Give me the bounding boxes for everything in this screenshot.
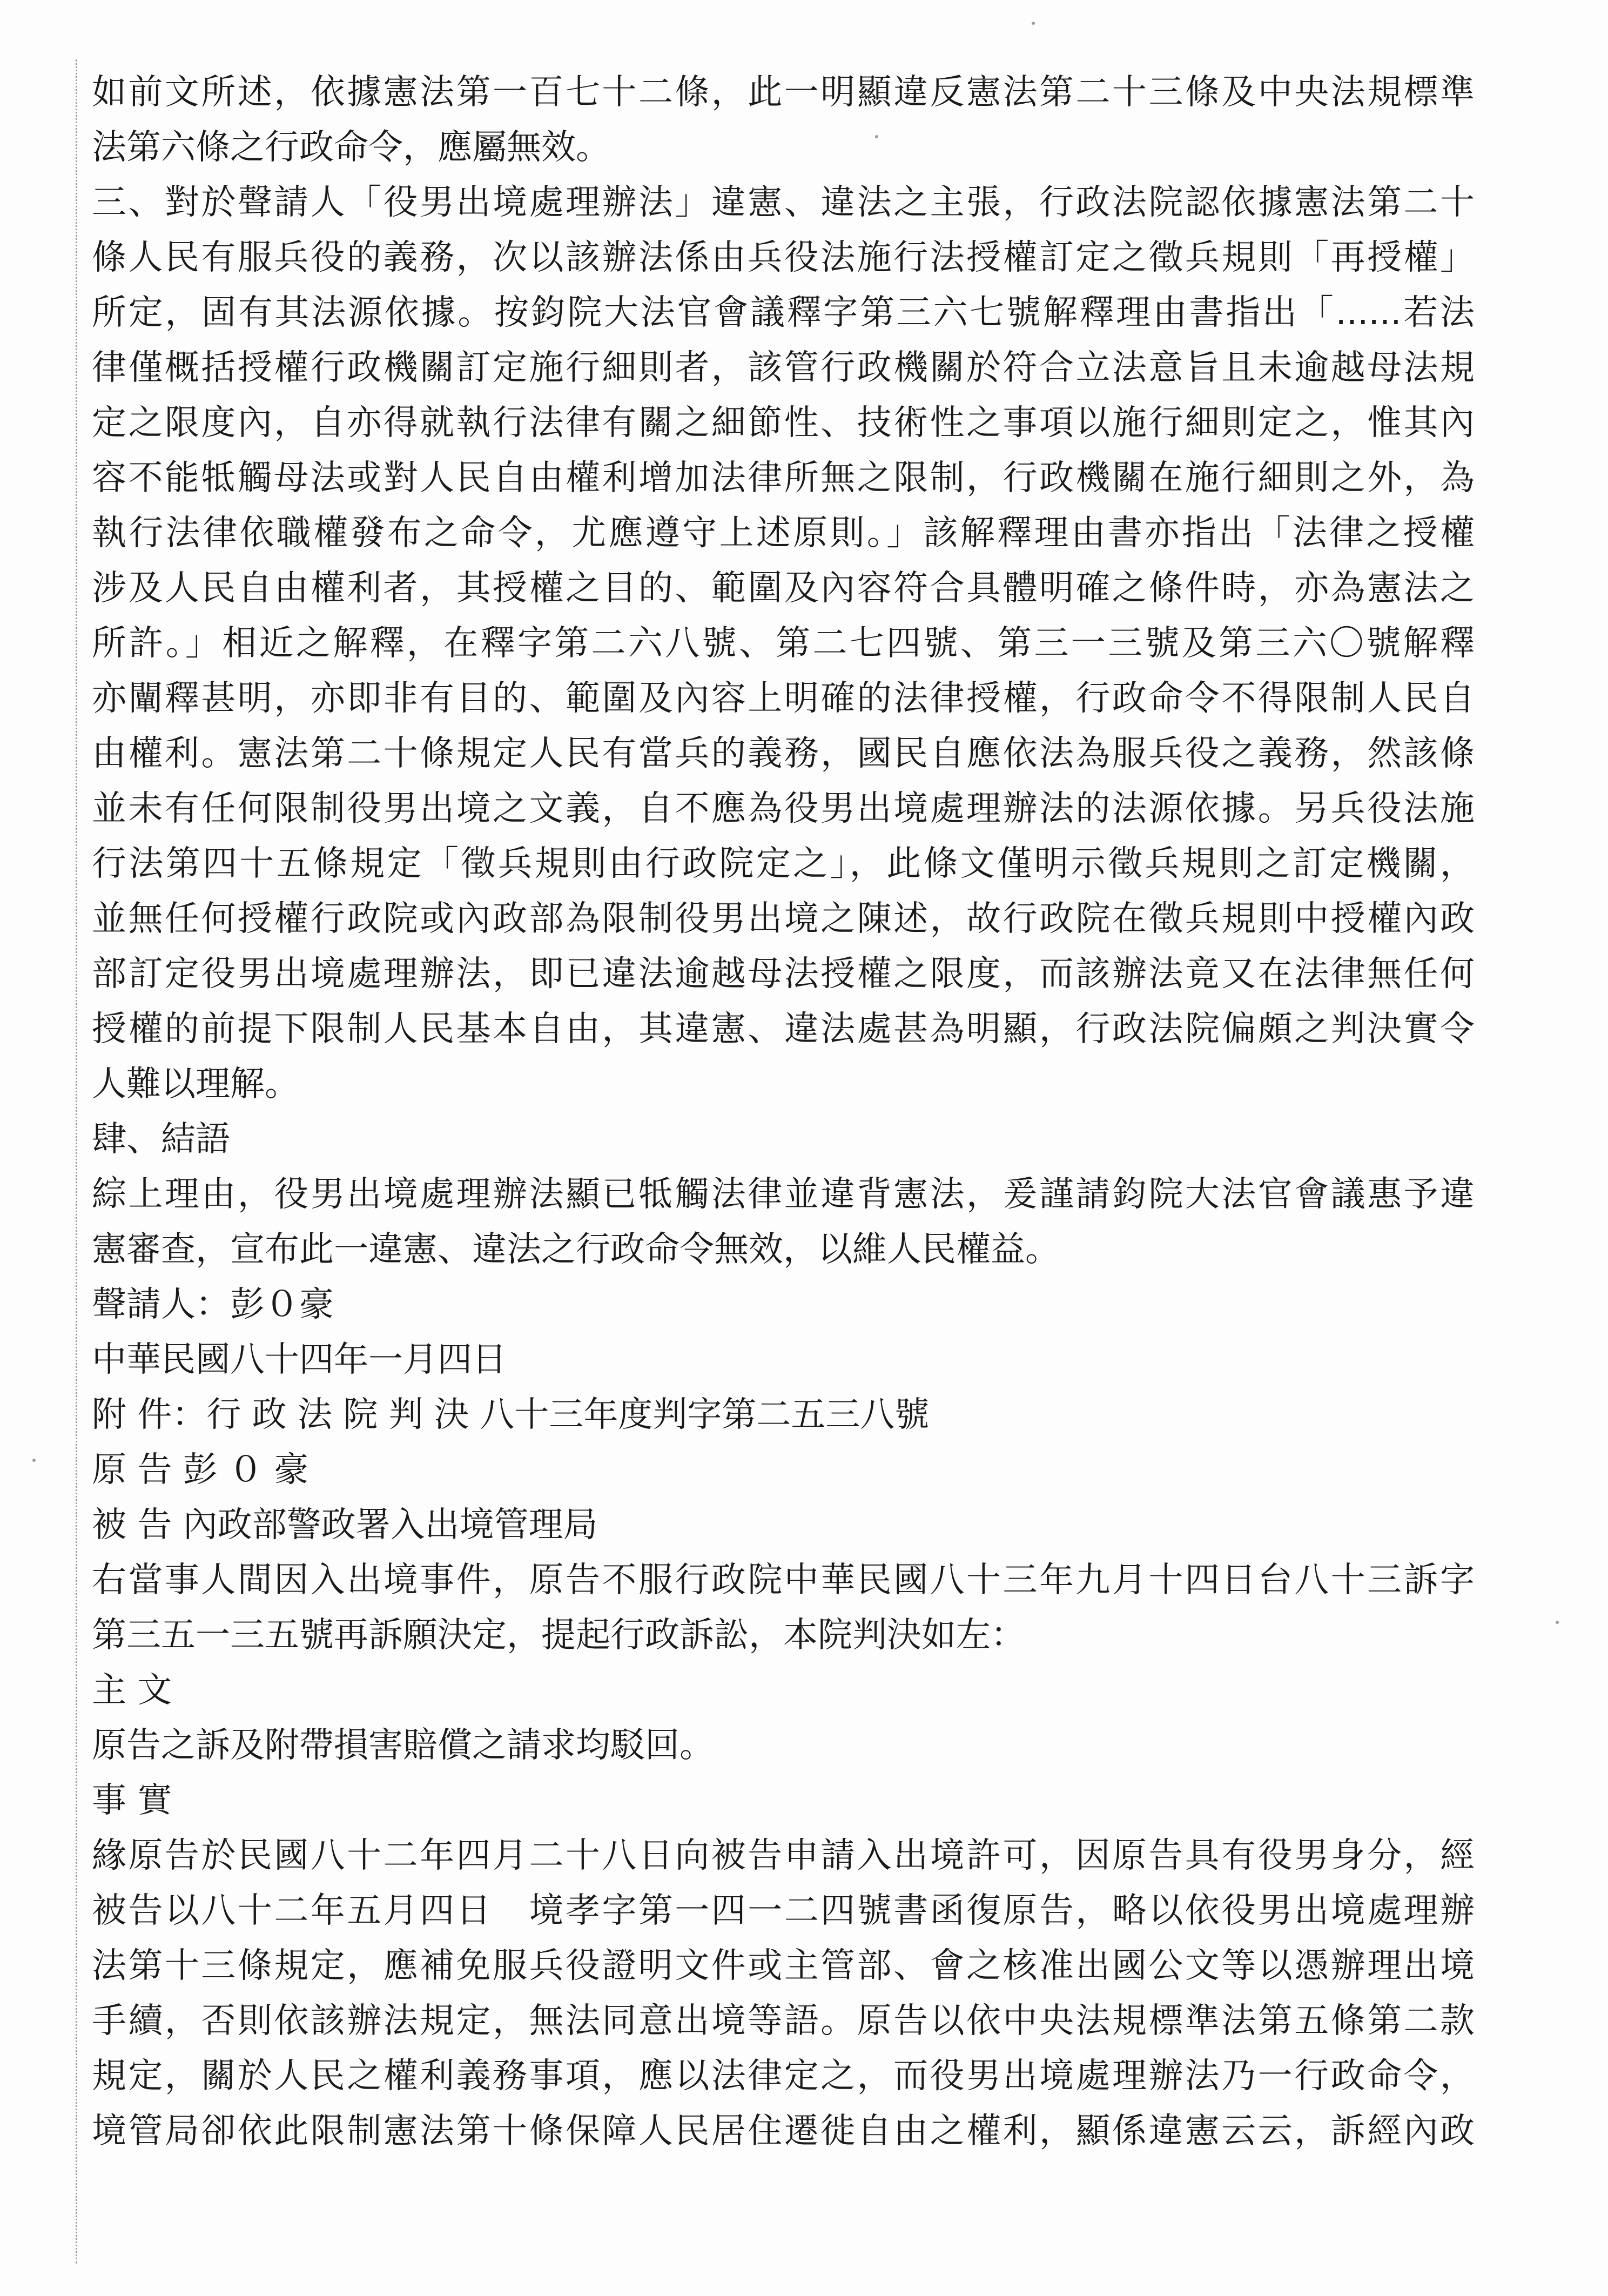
text-line: 第三五一三五號再訴願決定，提起行政訴訟，本院判決如左： (92, 1615, 1025, 1655)
section-heading: 肆、結語 (92, 1119, 230, 1159)
text-line: 並無任何授權行政院或內政部為限制役男出境之陳述，故行政院在徵兵規則中授權內政 (92, 899, 1475, 939)
text-line: 容不能牴觸母法或對人民自由權利增加法律所無之限制，行政機關在施行細則之外，為 (92, 458, 1475, 498)
text-line: 部訂定役男出境處理辦法，即已違法逾越母法授權之限度，而該辦法竟又在法律無任何 (92, 954, 1475, 994)
text-line: 條人民有服兵役的義務，次以該辦法係由兵役法施行法授權訂定之徵兵規則「再授權」 (92, 238, 1475, 278)
scan-speck (1032, 22, 1035, 25)
text-line: 憲審查，宣布此一違憲、違法之行政命令無效，以維人民權益。 (92, 1230, 1060, 1270)
text-line: 境管局卻依此限制憲法第十條保障人民居住遷徙自由之權利，顯係違憲云云，訴經內政 (92, 2111, 1475, 2151)
text-line: 所許。」相近之解釋，在釋字第二六八號、第二七四號、第三一三號及第三六〇號解釋 (92, 623, 1475, 663)
text-line: 所定，固有其法源依據。按鈞院大法官會議釋字第三六七號解釋理由書指出「......若法 (92, 293, 1475, 333)
scan-speck (1556, 1621, 1559, 1624)
defendant-line: 被 告 內政部警政署入出境管理局 (92, 1505, 598, 1545)
plaintiff-line: 原 告 彭 ０ 豪 (92, 1450, 309, 1490)
scan-speck (32, 1459, 36, 1462)
text-line: 手續，否則依該辦法規定，無法同意出境等語。原告以依中央法規標準法第五條第二款 (92, 2001, 1475, 2041)
document-body (92, 65, 1475, 2159)
petitioner-line: 聲請人：彭０豪 (92, 1285, 334, 1325)
left-margin-dotted-line (76, 59, 79, 2264)
text-line: 由權利。憲法第二十條規定人民有當兵的義務，國民自應依法為服兵役之義務，然該條 (92, 734, 1475, 774)
text-line: 緣原告於民國八十二年四月二十八日向被告申請入出境許可，因原告具有役男身分，經 (92, 1836, 1475, 1876)
text-line: 如前文所述，依據憲法第一百七十二條，此一明顯違反憲法第二十三條及中央法規標準 (92, 72, 1475, 112)
date-line: 中華民國八十四年一月四日 (92, 1340, 507, 1380)
text-line: 並未有任何限制役男出境之文義，自不應為役男出境處理辦法的法源依據。另兵役法施 (92, 789, 1475, 829)
text-line: 涉及人民自由權利者，其授權之目的、範圍及內容符合具體明確之條件時，亦為憲法之 (92, 568, 1475, 608)
text-line: 三、對於聲請人「役男出境處理辦法」違憲、違法之主張，行政法院認依據憲法第二十 (92, 183, 1475, 223)
text-line: 法第十三條規定，應補免服兵役證明文件或主管部、會之核准出國公文等以憑辦理出境 (92, 1946, 1475, 1986)
text-line: 右當事人間因入出境事件，原告不服行政院中華民國八十三年九月十四日台八十三訴字 (92, 1560, 1475, 1600)
text-line: 法第六條之行政命令，應屬無效。 (92, 127, 610, 167)
text-line: 授權的前提下限制人民基本自由，其違憲、違法處甚為明顯，行政法院偏頗之判決實令 (92, 1009, 1475, 1049)
attachment-line: 附 件：行 政 法 院 判 決 八十三年度判字第二五三八號 (92, 1395, 930, 1435)
text-line: 綜上理由，役男出境處理辦法顯已牴觸法律並違背憲法，爰謹請鈞院大法官會議惠予違 (92, 1174, 1475, 1214)
text-line: 規定，關於人民之權利義務事項，應以法律定之，而役男出境處理辦法乃一行政命令， (92, 2056, 1475, 2096)
text-line: 原告之訴及附帶損害賠償之請求均駁回。 (92, 1726, 714, 1765)
text-line: 人難以理解。 (92, 1064, 299, 1104)
section-heading: 事 實 (92, 1781, 172, 1821)
text-line: 執行法律依職權發布之命令，尤應遵守上述原則。」該解釋理由書亦指出「法律之授權 (92, 513, 1475, 553)
text-line: 律僅概括授權行政機關訂定施行細則者，該管行政機關於符合立法意旨且未逾越母法規 (92, 348, 1475, 388)
text-line: 亦闡釋甚明，亦即非有目的、範圍及內容上明確的法律授權，行政命令不得限制人民自 (92, 679, 1475, 719)
section-heading: 主 文 (92, 1670, 172, 1710)
text-line: 行法第四十五條規定「徵兵規則由行政院定之」，此條文僅明示徵兵規則之訂定機關， (92, 844, 1475, 884)
text-line: 定之限度內，自亦得就執行法律有關之細節性、技術性之事項以施行細則定之，惟其內 (92, 403, 1475, 443)
text-line: 被告以八十二年五月四日 境孝字第一四一二四號書函復原告，略以依役男出境處理辦 (92, 1891, 1475, 1931)
